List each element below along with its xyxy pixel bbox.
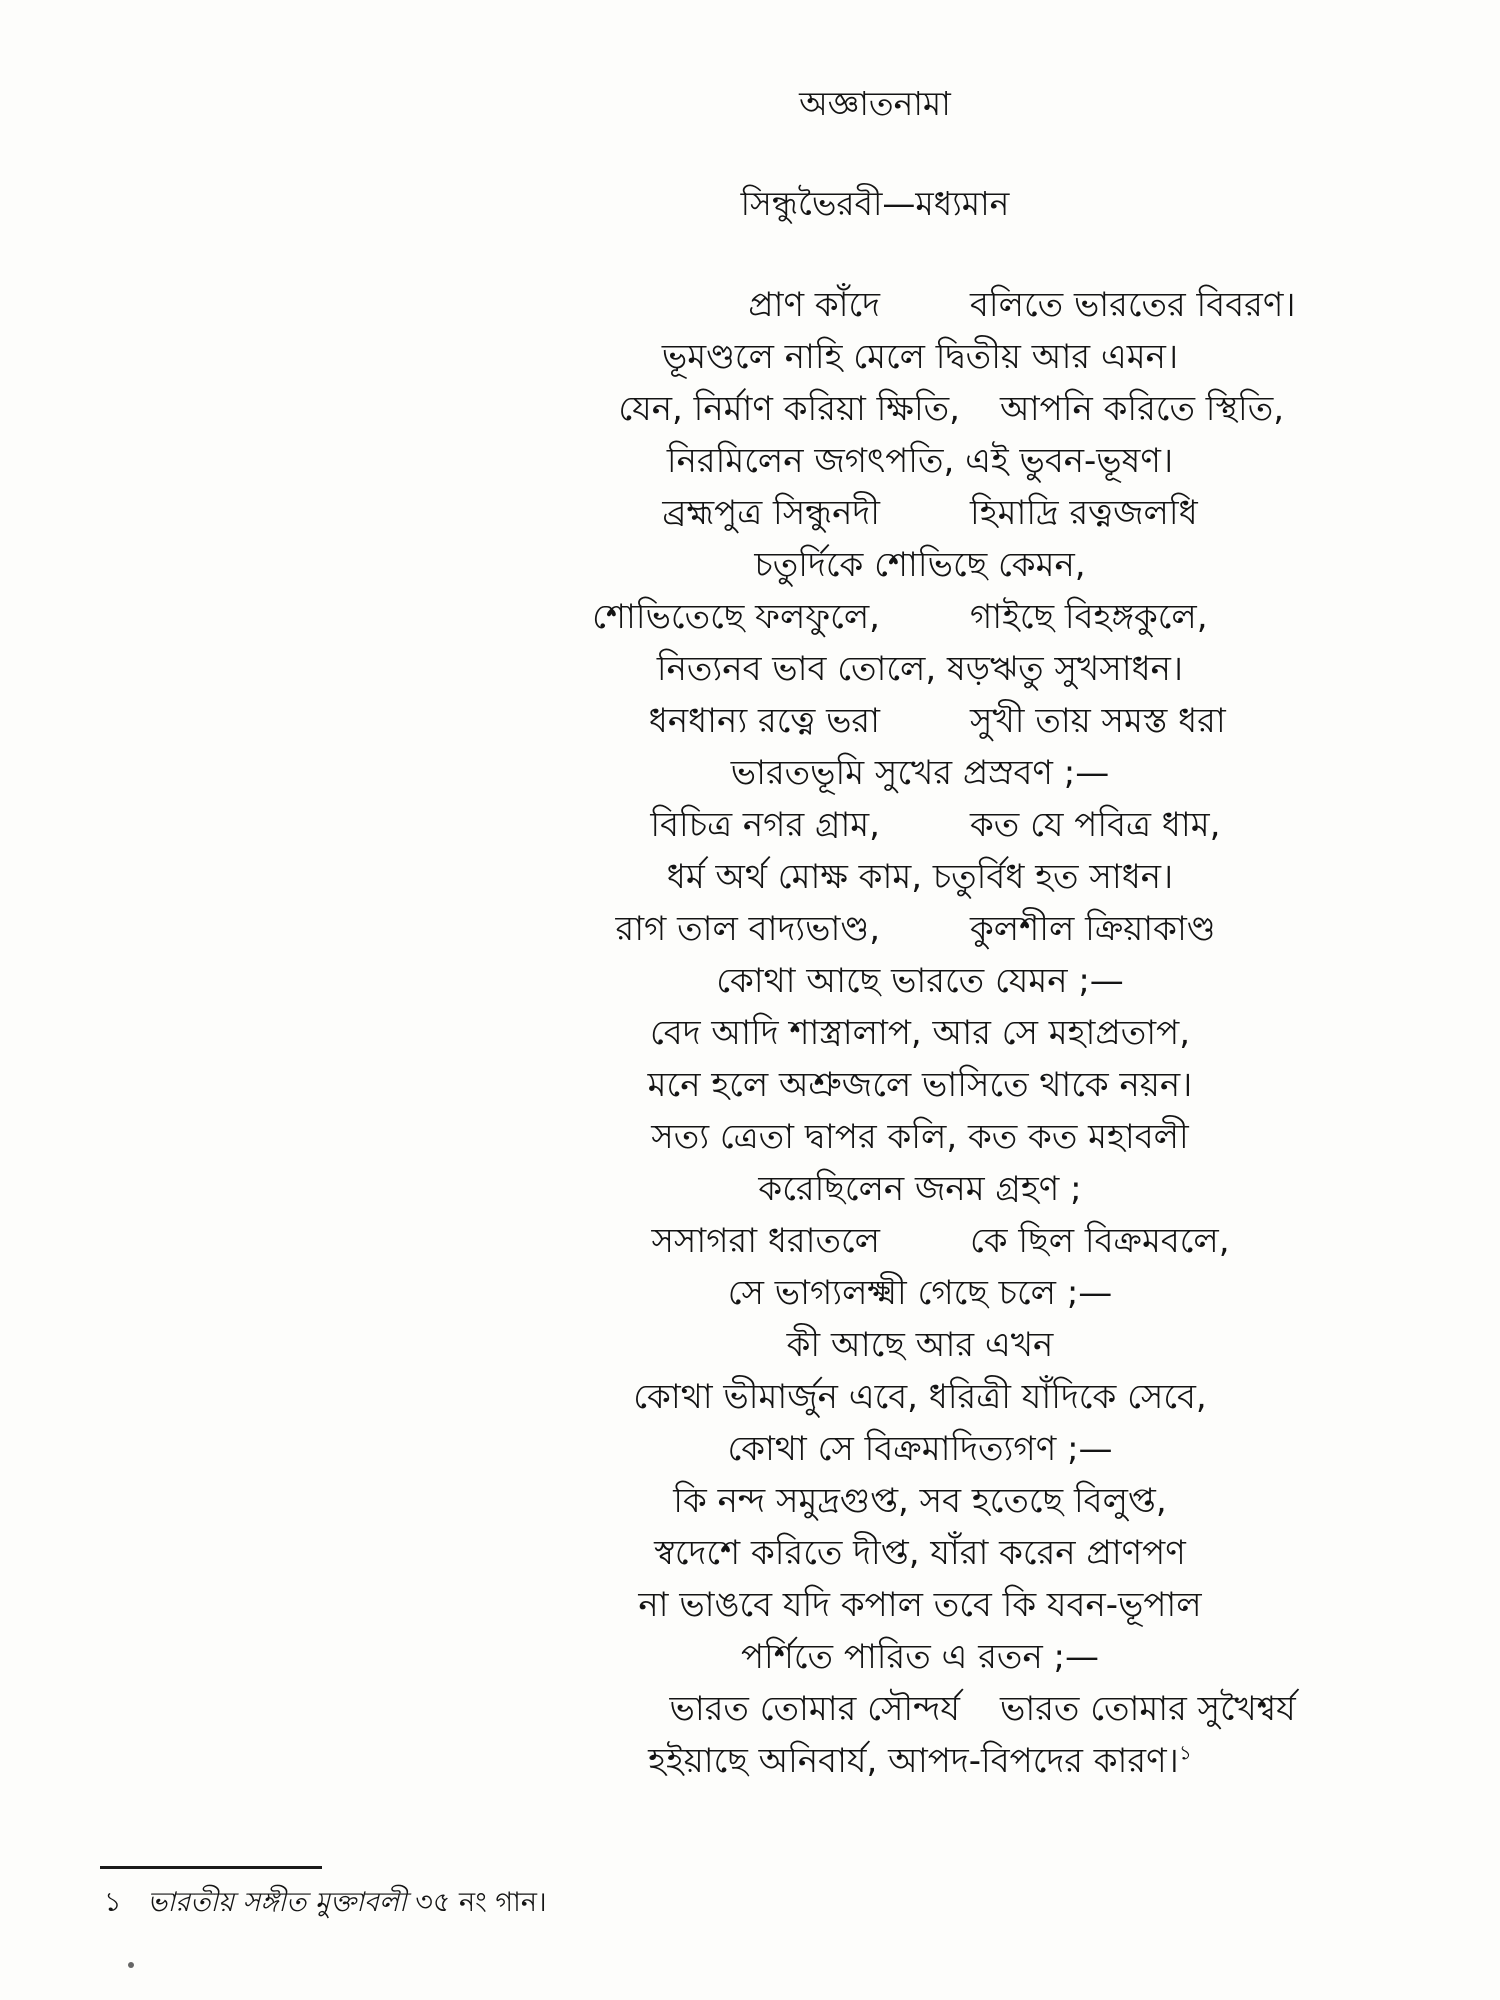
- lyric-line: [440, 591, 1400, 643]
- lyric-line-text: মনে হলে অশ্রুজলে ভাসিতে থাকে নয়ন।: [647, 1065, 1193, 1105]
- lyric-line: [440, 903, 1400, 955]
- lyric-line-second-half: হিমাদ্রি রত্নজলধি: [970, 493, 1198, 533]
- lyric-line-first-half: সসাগরা ধরাতলে: [651, 1221, 880, 1261]
- lyric-line-text: কি নন্দ সমুদ্রগুপ্ত, সব হতেছে বিলুপ্ত,: [673, 1481, 1167, 1521]
- lyric-line-first-half: শোভিতেছে ফলফুলে,: [592, 597, 880, 637]
- lyric-line-first-half: যেন, নির্মাণ করিয়া ক্ষিতি,: [618, 389, 960, 429]
- lyric-line-text: কোথা ভীমার্জুন এবে, ধরিত্রী যাঁদিকে সেবে,: [633, 1377, 1207, 1417]
- lyric-line: [440, 643, 1400, 695]
- lyric-line: [440, 1163, 1400, 1215]
- lyric-line: [440, 331, 1400, 383]
- lyric-line-text: বেদ আদি শাস্ত্রালাপ, আর সে মহাপ্রতাপ,: [649, 1013, 1191, 1053]
- lyric-line: [440, 435, 1400, 487]
- lyric-line: [440, 1371, 1400, 1423]
- author-heading: অজ্ঞাতনামা: [799, 84, 951, 123]
- lyric-line: [440, 539, 1400, 591]
- lyric-line-text: পর্শিতে পারিত এ রতন ;—: [740, 1637, 1100, 1677]
- lyric-line-first-half: রাগ তাল বাদ্যভাণ্ড,: [615, 909, 880, 949]
- lyric-line-text: ভূমণ্ডলে নাহি মেলে দ্বিতীয় আর এমন।: [661, 337, 1179, 377]
- lyric-line: [440, 1059, 1400, 1111]
- lyric-line-second-half: ভারত তোমার সুখৈশ্বর্য: [1000, 1689, 1296, 1729]
- lyric-line-text: সত্য ত্রেতা দ্বাপর কলি, কত কত মহাবলী: [651, 1117, 1189, 1157]
- lyric-line-second-half: আপনি করিতে স্থিতি,: [1000, 389, 1285, 429]
- footnote-reference: ১: [1178, 1740, 1192, 1765]
- lyric-line-text: করেছিলেন জনম গ্রহণ ;: [758, 1169, 1082, 1209]
- lyric-line-first-half: ব্রহ্মপুত্র সিন্ধুনদী: [662, 493, 880, 533]
- lyric-line: [440, 1215, 1400, 1267]
- raga-tala-heading: সিন্ধুভৈরবী—মধ্যমান: [740, 184, 1010, 223]
- lyric-line-text: ধর্ম অর্থ মোক্ষ কাম, চতুর্বিধ হত সাধন।: [666, 857, 1174, 897]
- lyric-line: [440, 1319, 1400, 1371]
- lyric-line: [440, 695, 1400, 747]
- footnote-rule: [100, 1866, 322, 1869]
- lyric-line-second-half: কে ছিল বিক্রমবলে,: [970, 1221, 1230, 1261]
- lyric-line: [440, 955, 1400, 1007]
- lyric-line: [440, 851, 1400, 903]
- lyric-line: [440, 1735, 1400, 1787]
- lyric-line: [440, 747, 1400, 799]
- lyric-line-text: কোথা সে বিক্রমাদিত্যগণ ;—: [727, 1429, 1113, 1469]
- lyric-line: [440, 1007, 1400, 1059]
- footnote-suffix: নং গান।: [459, 1887, 547, 1918]
- lyric-line: [440, 1111, 1400, 1163]
- lyric-line-second-half: গাইছে বিহঙ্গকুলে,: [970, 597, 1208, 637]
- lyric-line-second-half: কত যে পবিত্র ধাম,: [970, 805, 1221, 845]
- lyric-line-text: সে ভাগ্যলক্ষ্মী গেছে চলে ;—: [727, 1273, 1113, 1313]
- lyric-line-first-half: বিচিত্র নগর গ্রাম,: [650, 805, 880, 845]
- lyric-line: [440, 1683, 1400, 1735]
- lyric-line: [440, 1423, 1400, 1475]
- lyric-line: [440, 799, 1400, 851]
- lyric-line-text: নিত্যনব ভাব তোলে, ষড়ঋতু সুখসাধন।: [656, 649, 1184, 689]
- lyric-line-second-half: সুখী তায় সমস্ত ধরা: [970, 701, 1226, 741]
- lyric-line-first-half: ধনধান্য রত্নে ভরা: [648, 701, 880, 741]
- lyric-line-text-body: হইয়াছে অনিবার্য, আপদ-বিপদের কারণ।: [648, 1741, 1179, 1781]
- lyric-line-text: স্বদেশে করিতে দীপ্ত, যাঁরা করেন প্রাণপণ: [654, 1533, 1186, 1573]
- lyric-line-first-half: প্রাণ কাঁদে: [748, 285, 880, 325]
- lyric-line: [440, 1527, 1400, 1579]
- lyric-line-second-half: বলিতে ভারতের বিবরণ।: [970, 285, 1296, 325]
- lyric-line-text: [440, 1735, 1400, 1787]
- lyric-line-second-half: কুলশীল ক্রিয়াকাণ্ড: [970, 909, 1216, 949]
- footnote-marker: ১: [104, 1887, 122, 1918]
- lyric-line-first-half: ভারত তোমার সৌন্দর্য: [669, 1689, 960, 1729]
- lyric-line: [440, 1267, 1400, 1319]
- lyric-line: [440, 1579, 1400, 1631]
- lyric-line-text: কী আছে আর এখন: [786, 1325, 1054, 1365]
- print-speck: [128, 1962, 134, 1968]
- lyric-line: [440, 383, 1400, 435]
- lyric-line: [440, 487, 1400, 539]
- lyric-line: [440, 1475, 1400, 1527]
- lyric-line: [440, 279, 1400, 331]
- lyric-line-text: না ভাঙবে যদি কপাল তবে কি যবন-ভূপাল: [638, 1585, 1202, 1625]
- lyric-line-text: চতুর্দিকে শোভিছে কেমন,: [754, 545, 1086, 585]
- lyric-line-text: কোথা আছে ভারতে যেমন ;—: [716, 961, 1124, 1001]
- lyric-line: [440, 1631, 1400, 1683]
- footnote-song-number: ৩৫: [415, 1887, 451, 1918]
- footnote: [104, 1882, 547, 1927]
- footnote-book-title: ভারতীয় সঙ্গীত মুক্তাবলী: [147, 1887, 407, 1918]
- lyric-line-text: নিরমিলেন জগৎপতি, এই ভুবন-ভূষণ।: [666, 441, 1174, 481]
- lyric-line-text: ভারতভূমি সুখের প্রস্রবণ ;—: [730, 753, 1110, 793]
